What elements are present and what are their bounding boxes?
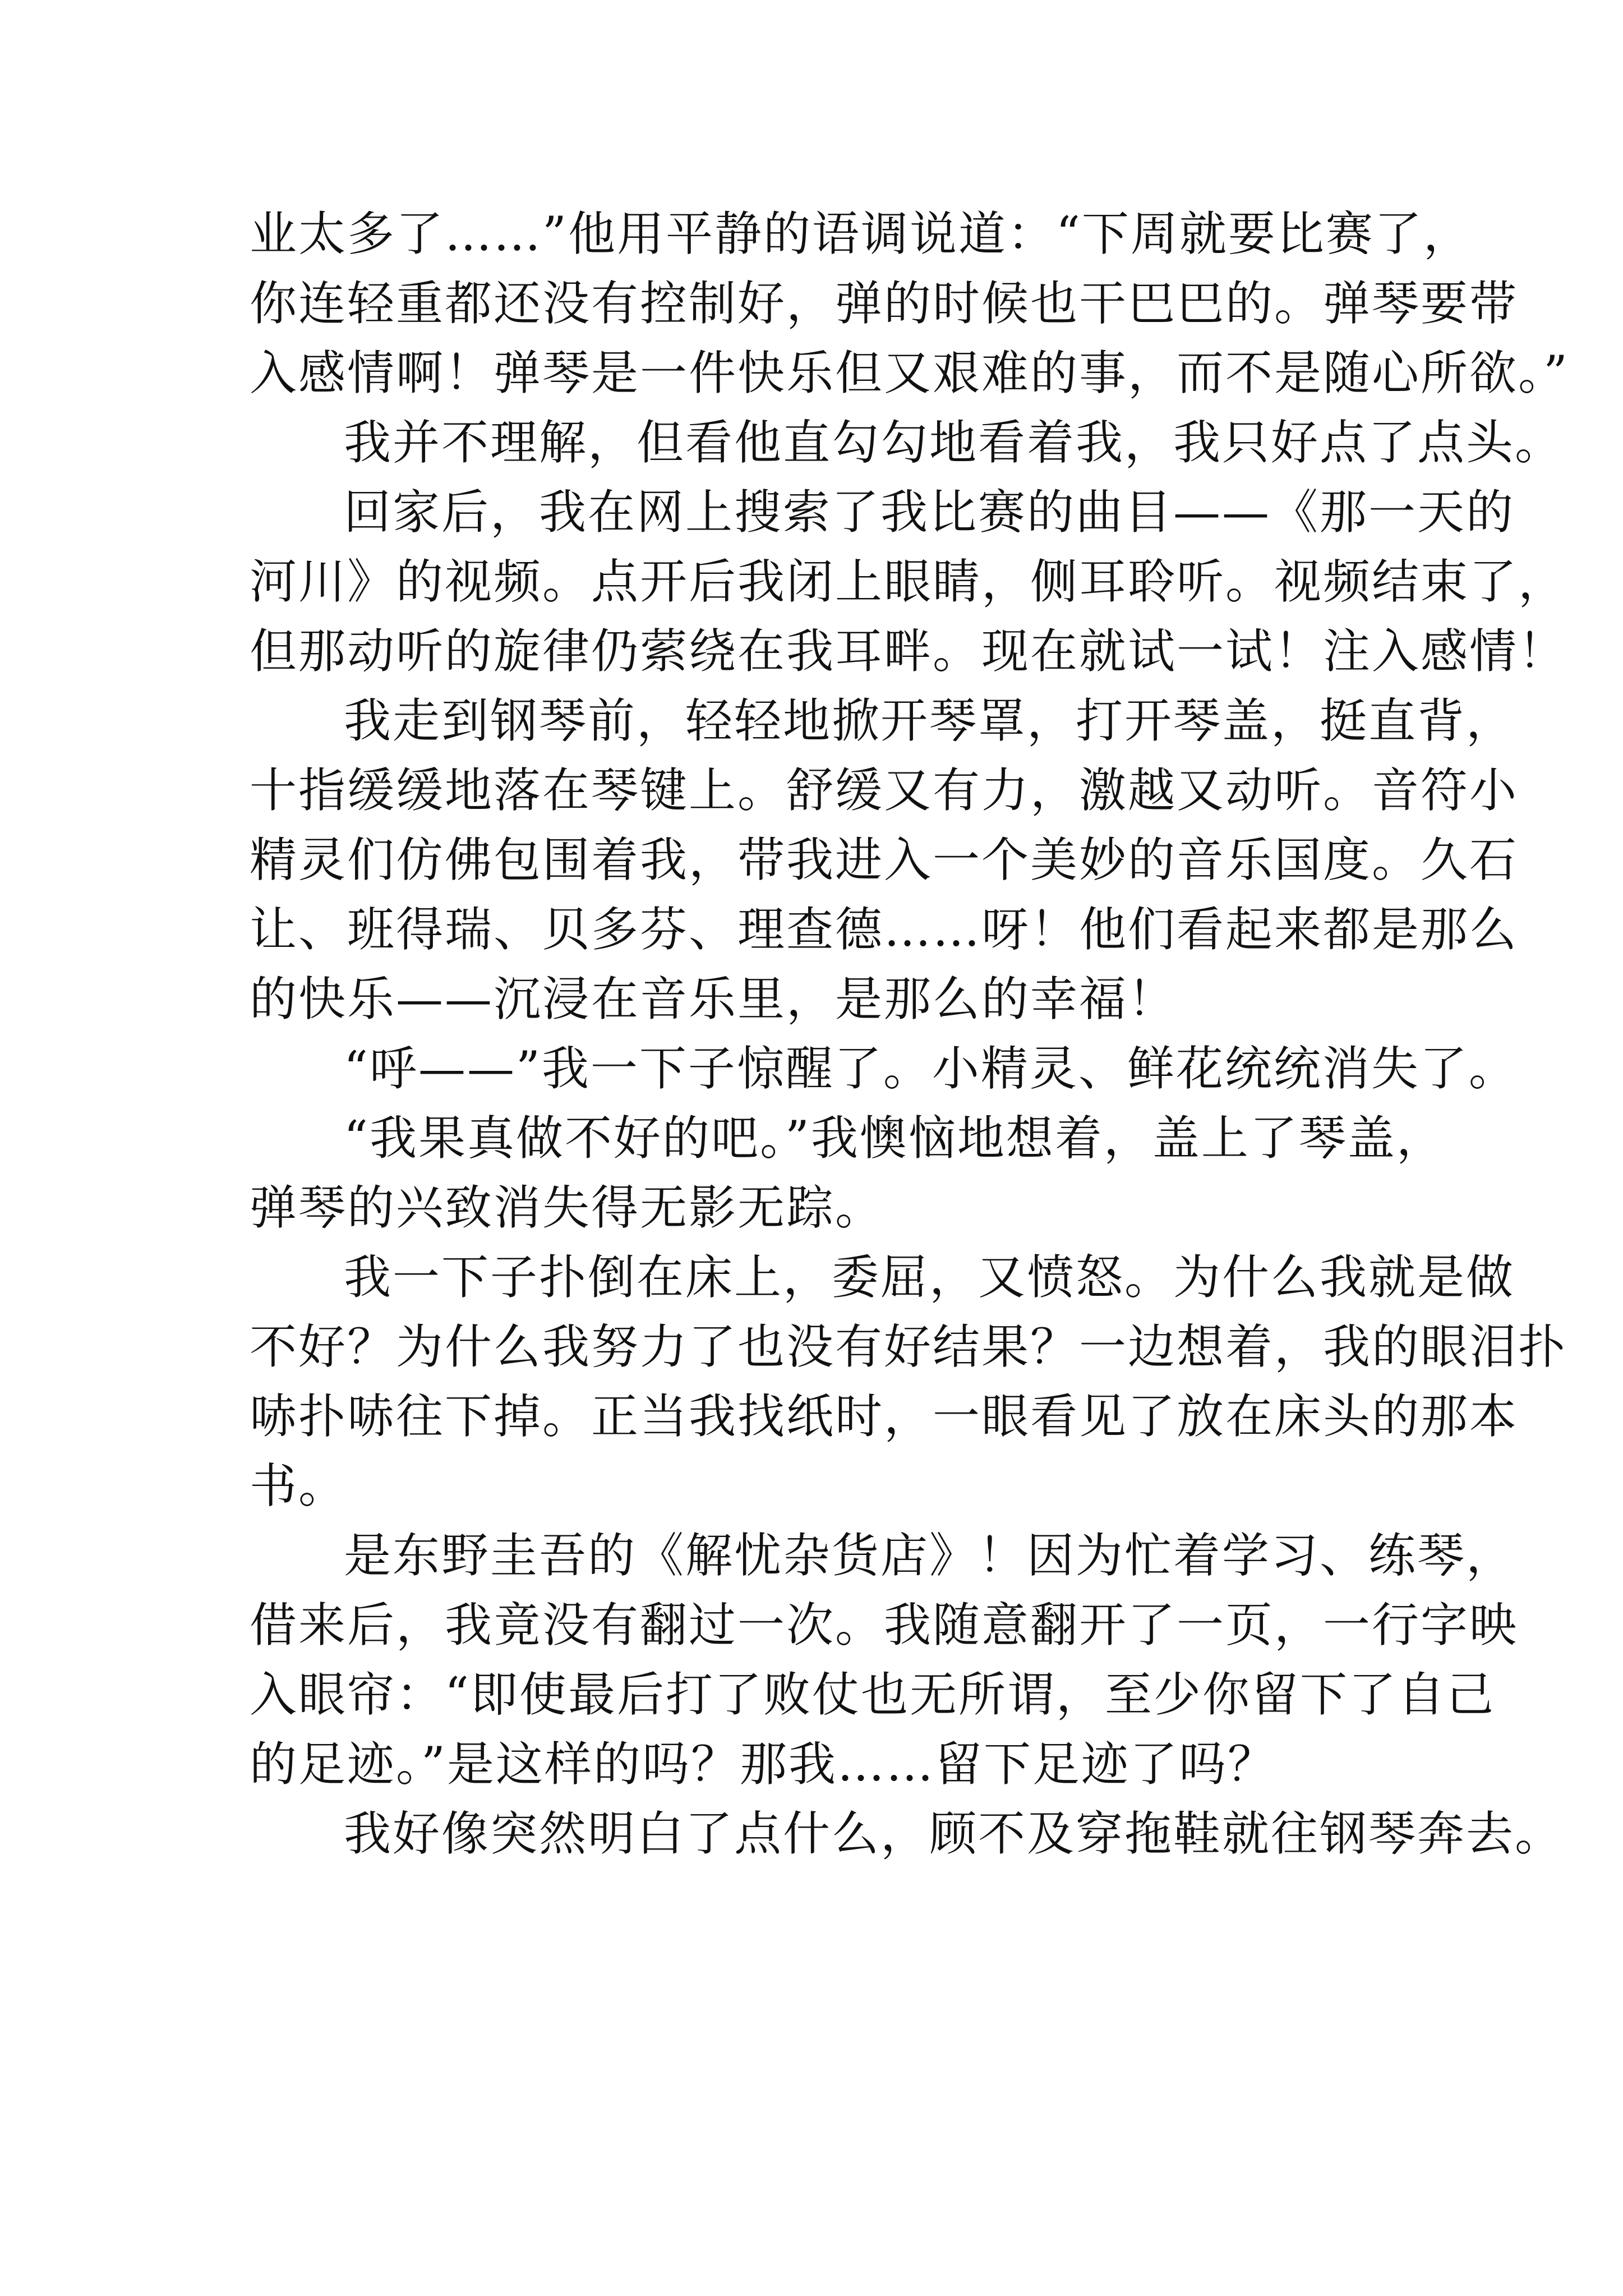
text-line: 哧扑哧往下掉。正当我找纸时，一眼看见了放在床头的那本	[250, 1389, 1519, 1444]
text-line: 业太多了……”他用平静的语调说道：“下周就要比赛了，	[250, 206, 1472, 261]
text-line: 书。	[250, 1458, 348, 1513]
text-line: 让、班得瑞、贝多芬、理查德……呀！他们看起来都是那么	[250, 902, 1519, 957]
text-line: 是东野圭吾的《解忧杂货店》！因为忙着学习、练琴，	[344, 1528, 1515, 1583]
text-line: 我一下子扑倒在床上，委屈，又愤怒。为什么我就是做	[344, 1250, 1515, 1305]
text-line: 弹琴的兴致消失得无影无踪。	[250, 1180, 884, 1235]
text-line: 你连轻重都还没有控制好，弹的时候也干巴巴的。弹琴要带	[250, 276, 1519, 331]
text-line: “我果真做不好的吧。”我懊恼地想着，盖上了琴盖，	[344, 1111, 1445, 1166]
text-line: 精灵们仿佛包围着我，带我进入一个美妙的音乐国度。久石	[250, 832, 1519, 887]
text-line: 不好？为什么我努力了也没有好结果？一边想着，我的眼泪扑	[250, 1319, 1567, 1374]
text-line: 我并不理解，但看他直勾勾地看着我，我只好点了点头。	[344, 415, 1564, 470]
text-line: 但那动听的旋律仍萦绕在我耳畔。现在就试一试！注入感情！	[250, 624, 1567, 679]
text-line: 入感情啊！弹琴是一件快乐但又艰难的事，而不是随心所欲。”	[250, 346, 1569, 401]
text-line: 的快乐——沉浸在音乐里，是那么的幸福！	[250, 972, 1177, 1027]
text-line: “呼——”我一下子惊醒了。小精灵、鲜花统统消失了。	[344, 1041, 1518, 1096]
text-line: 我走到钢琴前，轻轻地掀开琴罩，打开琴盖，挺直背，	[344, 693, 1515, 748]
text-line: 的足迹。”是这样的吗？那我……留下足迹了吗？	[250, 1737, 1276, 1792]
text-line: 入眼帘：“即使最后打了败仗也无所谓，至少你留下了自己	[250, 1667, 1495, 1722]
text-line: 河川》的视频。点开后我闭上眼睛，侧耳聆听。视频结束了，	[250, 554, 1567, 609]
text-line: 回家后，我在网上搜索了我比赛的曲目——《那一天的	[344, 485, 1515, 540]
text-line: 十指缓缓地落在琴键上。舒缓又有力，激越又动听。音符小	[250, 763, 1519, 818]
text-line: 我好像突然明白了点什么，顾不及穿拖鞋就往钢琴奔去。	[344, 1806, 1564, 1861]
text-line: 借来后，我竟没有翻过一次。我随意翻开了一页，一行字映	[250, 1598, 1519, 1653]
essay-body	[250, 199, 1569, 1869]
